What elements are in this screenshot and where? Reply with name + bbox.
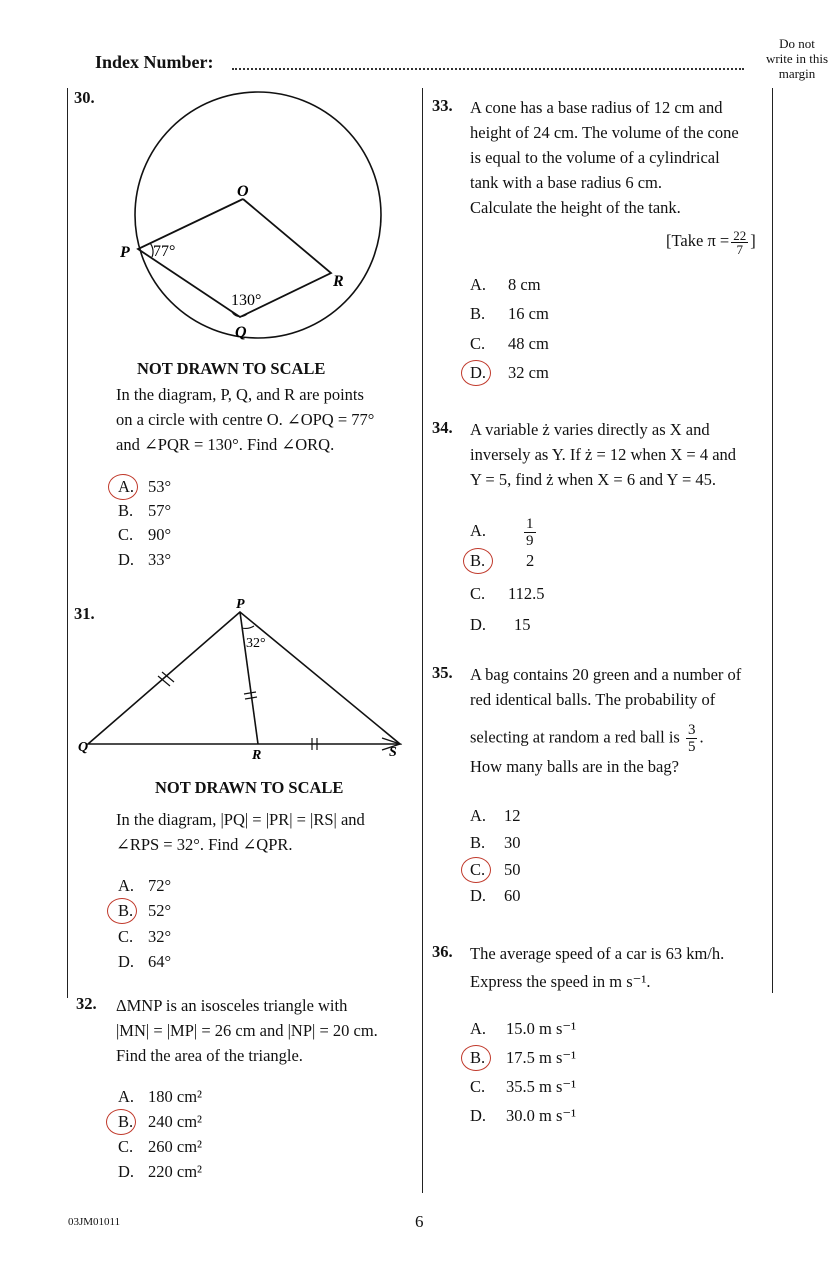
q35-option-d[interactable]: D. 60: [470, 886, 521, 905]
q35-question-line: How many balls are in the bag?: [470, 757, 679, 776]
left-margin-rule: [67, 88, 68, 998]
question-number: 34.: [432, 418, 453, 437]
question-number: 30.: [74, 88, 95, 107]
answer-circle-mark: [463, 548, 493, 574]
question-number: 35.: [432, 663, 453, 682]
q31-triangle-diagram: [70, 592, 410, 772]
label-p: P: [120, 244, 130, 261]
q31-scale-note: NOT DRAWN TO SCALE: [155, 778, 344, 797]
q31-option-b[interactable]: B. 52°: [118, 901, 172, 920]
label-o: O: [237, 183, 249, 200]
q32-option-d[interactable]: D. 220 cm²: [118, 1162, 202, 1181]
margin-note: Do not write in this margin: [765, 36, 829, 81]
label-q: Q: [235, 324, 247, 341]
right-margin-rule: [772, 88, 773, 993]
q35-option-a[interactable]: A. 12: [470, 806, 521, 825]
q30-circle-diagram: [100, 85, 420, 345]
column-divider: [422, 88, 423, 1193]
angle-arc: [242, 626, 254, 628]
label-p: P: [236, 597, 245, 612]
angle-label-32: 32°: [246, 636, 266, 651]
q31-option-d[interactable]: D. 64°: [118, 952, 172, 971]
q30-question-text: In the diagram, P, Q, and R are points on a circle with centre O. ∠OPQ = 77° and ∠PQR = 130°. Find ∠ORQ.: [116, 385, 375, 454]
answer-circle-mark: [461, 1045, 491, 1071]
angle-label-77: 77°: [153, 243, 176, 260]
q33-question-text: A cone has a base radius of 12 cm and height of 24 cm. The volume of the cone is equal to the volume of a cylindrical tank with a base radius 6 cm. Calculate the height of the tank.: [470, 98, 739, 217]
q33-option-a[interactable]: A. 8 cm: [470, 275, 541, 294]
q33-option-b[interactable]: B. 16 cm: [470, 304, 549, 323]
q32-option-c[interactable]: C. 260 cm²: [118, 1137, 202, 1156]
q30-scale-note: NOT DRAWN TO SCALE: [137, 359, 326, 378]
angle-label-130: 130°: [231, 292, 262, 309]
tick-pr: [244, 692, 256, 694]
label-s: S: [389, 745, 397, 760]
q33-option-d[interactable]: D. 32 cm: [470, 363, 549, 382]
question-number: 31.: [74, 604, 95, 623]
question-number: 36.: [432, 942, 453, 961]
paper-code: 03JM01011: [68, 1216, 121, 1228]
answer-circle-mark: [106, 1109, 136, 1135]
q32-option-a[interactable]: A. 180 cm²: [118, 1087, 202, 1106]
q34-option-a[interactable]: A. $\frac{1}{9}$: [470, 516, 534, 549]
index-number-field[interactable]: [232, 68, 744, 70]
q33-take-pi: [Take π = $\frac{22}{7}$ ]: [666, 227, 756, 257]
q30-option-d[interactable]: D. 33°: [118, 550, 172, 569]
answer-circle-mark: [461, 360, 491, 386]
index-number-label: Index Number:: [95, 52, 214, 72]
q36-option-d[interactable]: D. 30.0 m s⁻¹: [470, 1106, 577, 1125]
q35-option-c[interactable]: C. 50: [470, 860, 521, 879]
q35-probability-line: selecting at random a red ball is $\frac{3}{5}$ .: [470, 722, 704, 755]
q35-option-b[interactable]: B. 30: [470, 833, 521, 852]
answer-circle-mark: [107, 898, 137, 924]
label-r: R: [252, 748, 262, 763]
label-q: Q: [78, 740, 89, 755]
q35-question-text: A bag contains 20 green and a number of red identical balls. The probability of: [470, 665, 742, 709]
q30-option-a[interactable]: A. 53°: [118, 477, 172, 496]
q31-option-a[interactable]: A. 72°: [118, 876, 172, 895]
q30-option-b[interactable]: B. 57°: [118, 501, 172, 520]
question-number: 32.: [76, 994, 97, 1013]
line-pr: [240, 612, 258, 744]
q34-option-b[interactable]: B. 2: [470, 551, 535, 570]
q31-question-text: In the diagram, |PQ| = |PR| = |RS| and ∠RPS = 32°. Find ∠QPR.: [116, 810, 365, 854]
page-number: 6: [415, 1212, 424, 1231]
q32-option-b[interactable]: B. 240 cm²: [118, 1112, 202, 1131]
q33-option-c[interactable]: C. 48 cm: [470, 334, 549, 353]
answer-circle-mark: [461, 857, 491, 883]
triangle-pqs: [88, 612, 400, 744]
q31-option-c[interactable]: C. 32°: [118, 927, 172, 946]
question-number: 33.: [432, 96, 453, 115]
q36-option-c[interactable]: C. 35.5 m s⁻¹: [470, 1077, 577, 1096]
q36-question-text: The average speed of a car is 63 km/h. Express the speed in m s⁻¹.: [470, 944, 725, 991]
q36-option-b[interactable]: B. 17.5 m s⁻¹: [470, 1048, 577, 1067]
q32-question-text: ΔMNP is an isosceles triangle with |MN| = |MP| = 26 cm and |NP| = 20 cm. Find the area of the triangle.: [116, 996, 378, 1065]
q30-option-c[interactable]: C. 90°: [118, 525, 172, 544]
q34-question-text: A variable ż varies directly as X and inversely as Y. If ż = 12 when X = 4 and Y = 5, find ż when X = 6 and Y = 45.: [470, 420, 737, 489]
q34-option-d[interactable]: D. 15: [470, 615, 531, 634]
q36-option-a[interactable]: A. 15.0 m s⁻¹: [470, 1019, 577, 1038]
label-r: R: [333, 273, 344, 290]
q34-option-c[interactable]: C. 112.5: [470, 584, 545, 603]
answer-circle-mark: [108, 474, 138, 500]
